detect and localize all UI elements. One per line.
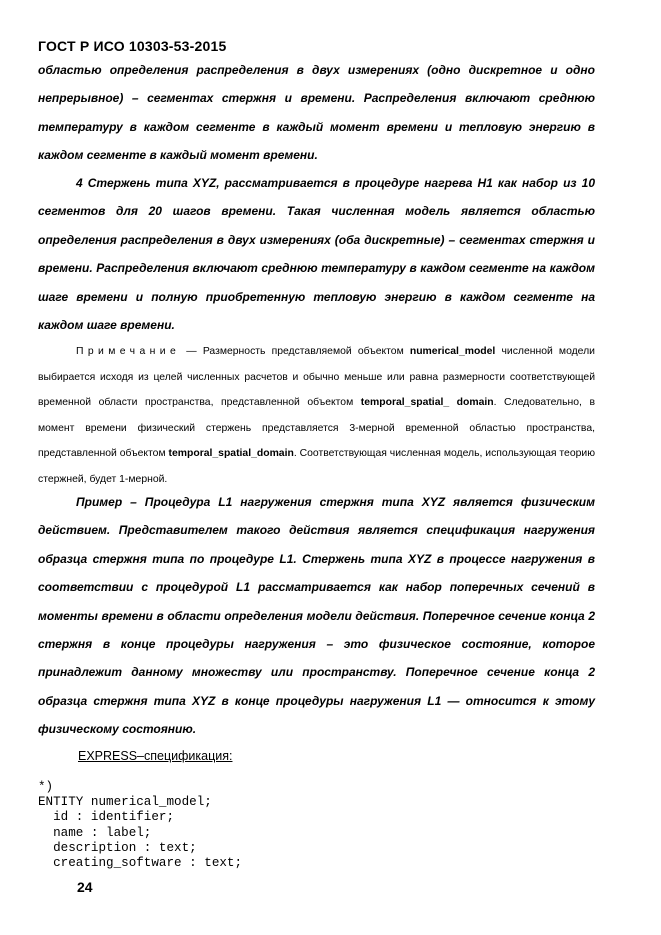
paragraph-distribution-continuation: областью определения распределения в двух измерениях (одно дискретное и одно непрерывное) – сегментах стержня и времени. Распределения включают среднюю температуру в каждом сегменте в каждый момент времени и тепловую энергию в каждом сегменте в каждый момент времени. (38, 63, 595, 163)
note-paragraph (38, 339, 595, 493)
express-specification-heading: EXPRESS–спецификация: (78, 749, 233, 763)
note-text-2: численной модели выбирается исходя из целей численных расчетов и обычно меньше или равна размерности соответствующей временной области пространства, представленной объектом (38, 346, 595, 409)
express-code-block: *) ENTITY numerical_model; id : identifier; name : label; description : text; creating_software : text; (38, 780, 243, 871)
note-text-3: . Следовательно, в момент времени физический стержень представляется 3-мерной временной областью пространства, представленной объектом (38, 397, 595, 460)
paragraph-example-procedure-l1: Пример – Процедура L1 нагружения стержня типа XYZ является физическим действием. Представителем такого действия является спецификация нагружения образца стержня типа по процедуре L1. Стержень типа XYZ в процессе нагружения в соответствии с процедурой L1 рассматривается как набор поперечных сечений в моменты времени в области определения модели действия. Поперечное сечение конца 2 стержня в конце процедуры нагружения – это физическое состояние, которое принадлежит данному множеству или пространству. Поперечное сечение конца 2 образца стержня типа XYZ в конце процедуры нагружения L1 — относится к этому физическому состоянию. (38, 495, 595, 737)
note-entity-temporal-spatial-domain-2: temporal_spatial_domain (168, 448, 294, 460)
note-entity-temporal-spatial-domain-1: temporal_spatial_ domain (360, 397, 494, 409)
note-text-4: . Соответствующая численная модель, использующая теорию стержней, будет 1-мерной. (38, 448, 595, 485)
standard-header: ГОСТ Р ИСО 10303-53-2015 (38, 38, 227, 54)
note-label: Примечание (76, 346, 181, 357)
note-text-1: — Размерность представляемой объектом (180, 346, 410, 357)
paragraph-example-4: 4 Стержень типа XYZ, рассматривается в процедуре нагрева H1 как набор из 10 сегментов для 20 шагов времени. Такая численная модель является областью определения распределения в двух измерениях (оба дискретные) – сегментах стержня и времени. Распределения включают среднюю температуру в каждом сегменте на каждом шаге времени и полную приобретенную тепловую энергию в каждом сегменте на каждом шаге времени. (38, 176, 595, 333)
page-number: 24 (77, 879, 93, 895)
note-entity-numerical-model: numerical_model (409, 346, 496, 357)
